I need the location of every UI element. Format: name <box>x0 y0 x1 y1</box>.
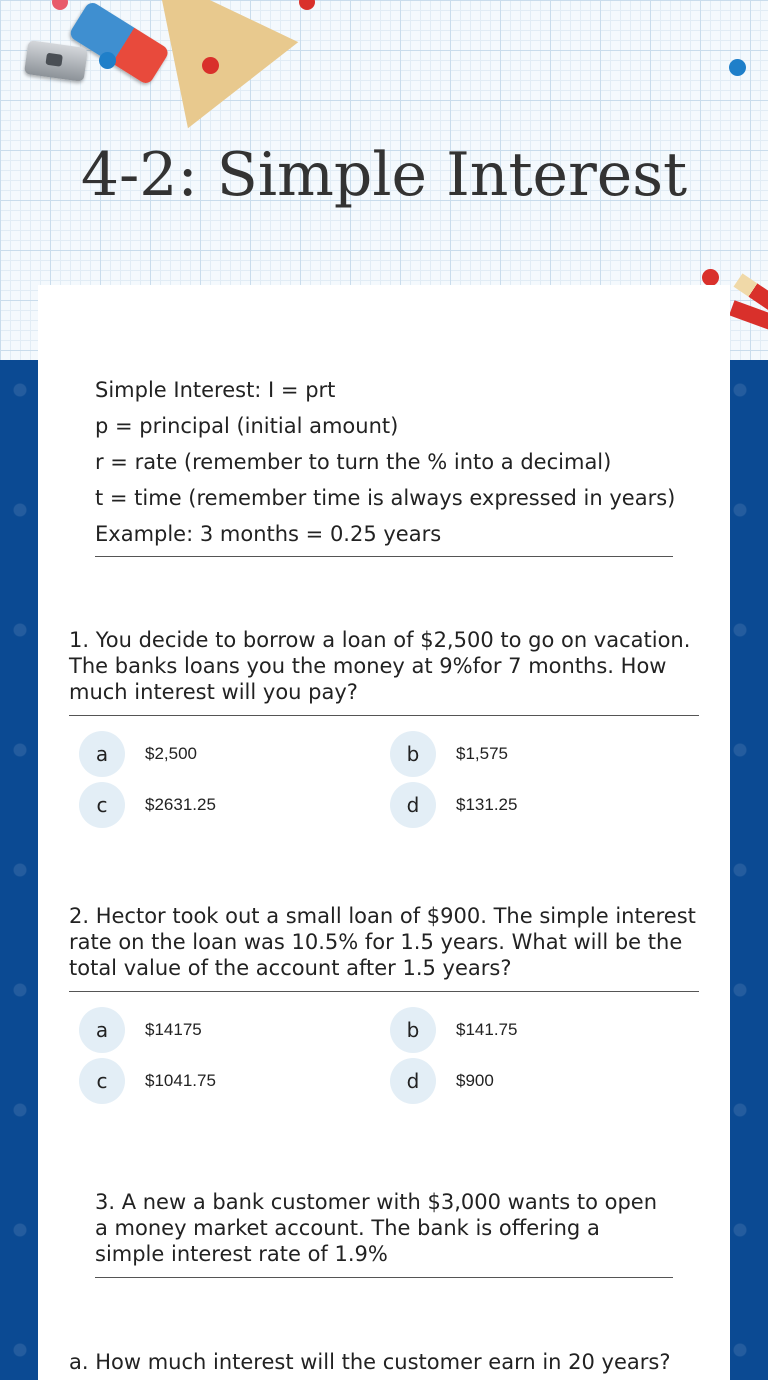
option-value: $1041.75 <box>145 1071 216 1090</box>
intro-line: p = principal (initial amount) <box>95 414 399 438</box>
option-value: $14175 <box>145 1020 202 1039</box>
page-title: 4-2: Simple Interest <box>80 140 688 210</box>
option-1d[interactable] <box>390 782 517 828</box>
option-letter-badge: c <box>79 782 125 828</box>
option-value: $2,500 <box>145 744 197 763</box>
option-value: $2631.25 <box>145 795 216 814</box>
option-letter-badge: d <box>390 1058 436 1104</box>
intro-line: Simple Interest: I = prt <box>95 378 336 402</box>
divider <box>95 1277 673 1278</box>
option-value: $1,575 <box>456 744 508 763</box>
option-1b[interactable] <box>390 731 508 777</box>
red-dot-icon <box>702 269 719 286</box>
option-letter-badge: a <box>79 1007 125 1053</box>
option-1a[interactable] <box>79 731 197 777</box>
intro-line: r = rate (remember to turn the % into a decimal) <box>95 450 612 474</box>
option-value: $131.25 <box>456 795 518 814</box>
option-2c[interactable] <box>79 1058 216 1104</box>
option-letter-badge: c <box>79 1058 125 1104</box>
question-1: 1. You decide to borrow a loan of $2,500 to go on vacation. The banks loans you the money at 9%for 7 months. How much interest will you pay? <box>69 628 691 704</box>
option-2b[interactable] <box>390 1007 517 1053</box>
option-letter-badge: a <box>79 731 125 777</box>
option-letter-badge: d <box>390 782 436 828</box>
option-value: $141.75 <box>456 1020 518 1039</box>
option-1c[interactable] <box>79 782 216 828</box>
blue-dot-icon <box>729 59 746 76</box>
divider <box>95 556 673 557</box>
divider <box>69 715 699 716</box>
question-3a: a. How much interest will the customer earn in 20 years? <box>69 1350 671 1374</box>
intro-line: Example: 3 months = 0.25 years <box>95 522 442 546</box>
question-3: 3. A new a bank customer with $3,000 wants to open a money market account. The bank is offering a simple interest rate of 1.9% <box>95 1190 658 1266</box>
option-letter-badge: b <box>390 1007 436 1053</box>
red-dot-icon <box>202 57 219 74</box>
option-2d[interactable] <box>390 1058 494 1104</box>
blue-dot-icon <box>99 52 116 69</box>
question-2: 2. Hector took out a small loan of $900. The simple interest rate on the loan was 10.5% for 1.5 years. What will be the total value of the account after 1.5 years? <box>69 904 696 980</box>
intro-block <box>95 372 676 552</box>
intro-line: t = time (remember time is always expressed in years) <box>95 486 676 510</box>
option-value: $900 <box>456 1071 494 1090</box>
option-letter-badge: b <box>390 731 436 777</box>
divider <box>69 991 699 992</box>
option-2a[interactable] <box>79 1007 202 1053</box>
